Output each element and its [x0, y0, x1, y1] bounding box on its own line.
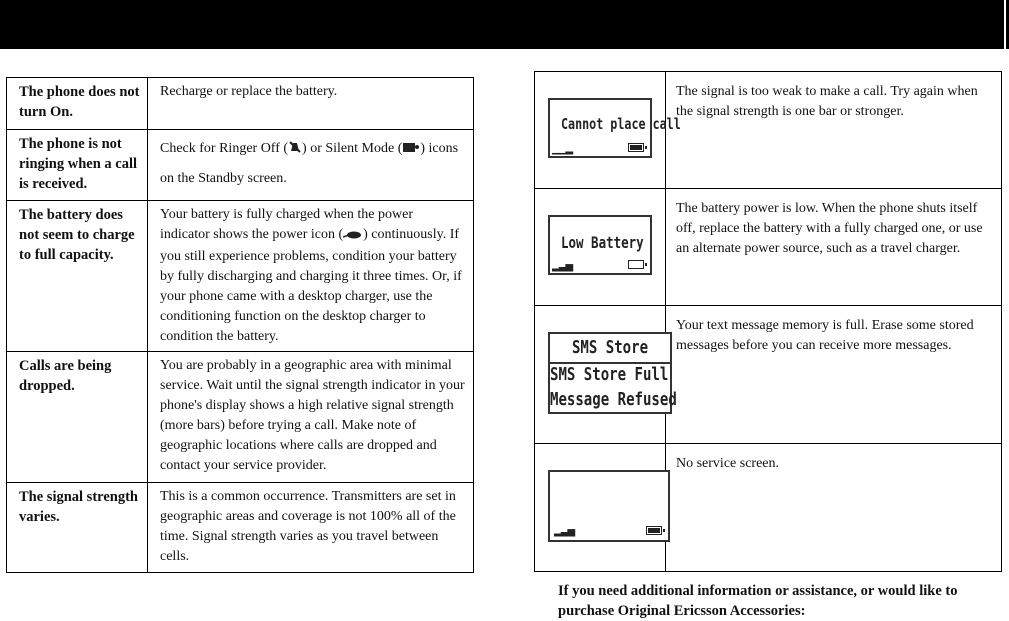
table-row	[535, 189, 1002, 306]
screen-image-cell	[535, 189, 666, 306]
problem-cell: The battery does not seem to charge to full capacity.	[7, 201, 148, 352]
header-bar	[0, 0, 1009, 49]
problem-cell: Calls are being dropped.	[7, 352, 148, 483]
ringer-off-icon	[288, 137, 302, 165]
signal-icon: ▂▃▅	[552, 261, 573, 272]
solution-cell	[148, 201, 474, 352]
problem-cell: The phone does not turn On.	[7, 78, 148, 130]
table-row	[7, 130, 474, 201]
battery-icon	[628, 260, 644, 269]
phone-display	[548, 332, 677, 414]
screen-description: The battery power is low. When the phone shuts itself off, replace the battery with a fully charged one, or use an alternate power source, such as a travel charger.	[666, 189, 1002, 306]
solution-text: Your battery is fully charged when the power indicator shows the power icon (	[160, 207, 413, 242]
screen-messages-table	[534, 71, 1002, 572]
table-row	[535, 72, 1002, 189]
table-row	[535, 444, 1002, 572]
screen-image-cell	[535, 72, 681, 189]
display-text: Low Battery	[561, 233, 644, 252]
screen-description: Your text message memory is full. Erase some stored messages before you can receive more messages.	[666, 306, 1002, 444]
solution-cell	[148, 130, 474, 201]
solution-cell: You are probably in a geographic area with minimal service. Wait until the signal strength indicator in your phone's display shows a high relative signal strength (more bars) before trying a call. Make note of geographic locations where calls are dropped and contact your service provider.	[148, 352, 474, 483]
troubleshooting-table	[6, 77, 474, 573]
display-text: SMS Store	[571, 337, 649, 358]
signal-icon: ▂▃▅	[554, 526, 575, 537]
power-plug-icon	[343, 227, 363, 247]
display-text: Message Refused	[550, 389, 677, 410]
screen-image-cell	[535, 306, 677, 444]
table-row	[7, 78, 474, 130]
battery-icon	[628, 143, 644, 152]
solution-text: ) continuously. If you still experience problems, condition your battery by fully discharging and charging it three times. Or, if your phone came with a desktop charger, use the conditioning function on the desktop charger to condition the battery.	[160, 227, 462, 344]
table-row	[7, 201, 474, 352]
solution-cell: This is a common occurrence. Transmitters are set in geographic areas and coverage is not 100% all of the time. Signal strength varies as you travel between cells.	[148, 483, 474, 573]
solution-text: ) icons on the Standby screen.	[160, 141, 459, 186]
header-edge	[1004, 0, 1006, 49]
table-row	[7, 483, 474, 573]
display-text: SMS Store Full	[550, 364, 669, 385]
screen-image-cell	[535, 444, 666, 572]
table-row	[535, 306, 1002, 444]
screen-description: No service screen.	[666, 444, 1002, 572]
phone-display	[548, 215, 652, 275]
problem-cell: The phone is not ringing when a call is received.	[7, 130, 148, 201]
footer-note: If you need additional information or assistance, or would like to purchase Original Ericsson Accessories:	[558, 583, 958, 619]
table-row	[7, 352, 474, 483]
signal-icon: ▁▁▂	[552, 144, 573, 155]
solution-cell: Recharge or replace the battery.	[148, 78, 474, 130]
solution-text: ) or Silent Mode (	[302, 141, 403, 156]
silent-mode-icon	[402, 137, 420, 165]
phone-display	[548, 470, 670, 542]
solution-text: Check for Ringer Off (	[160, 141, 289, 156]
screen-description: The signal is too weak to make a call. Try again when the signal strength is one bar or stronger.	[666, 72, 1002, 189]
problem-cell: The signal strength varies.	[7, 483, 148, 573]
display-text: Cannot place call	[561, 115, 681, 133]
phone-display	[548, 98, 681, 158]
battery-icon	[646, 526, 662, 535]
